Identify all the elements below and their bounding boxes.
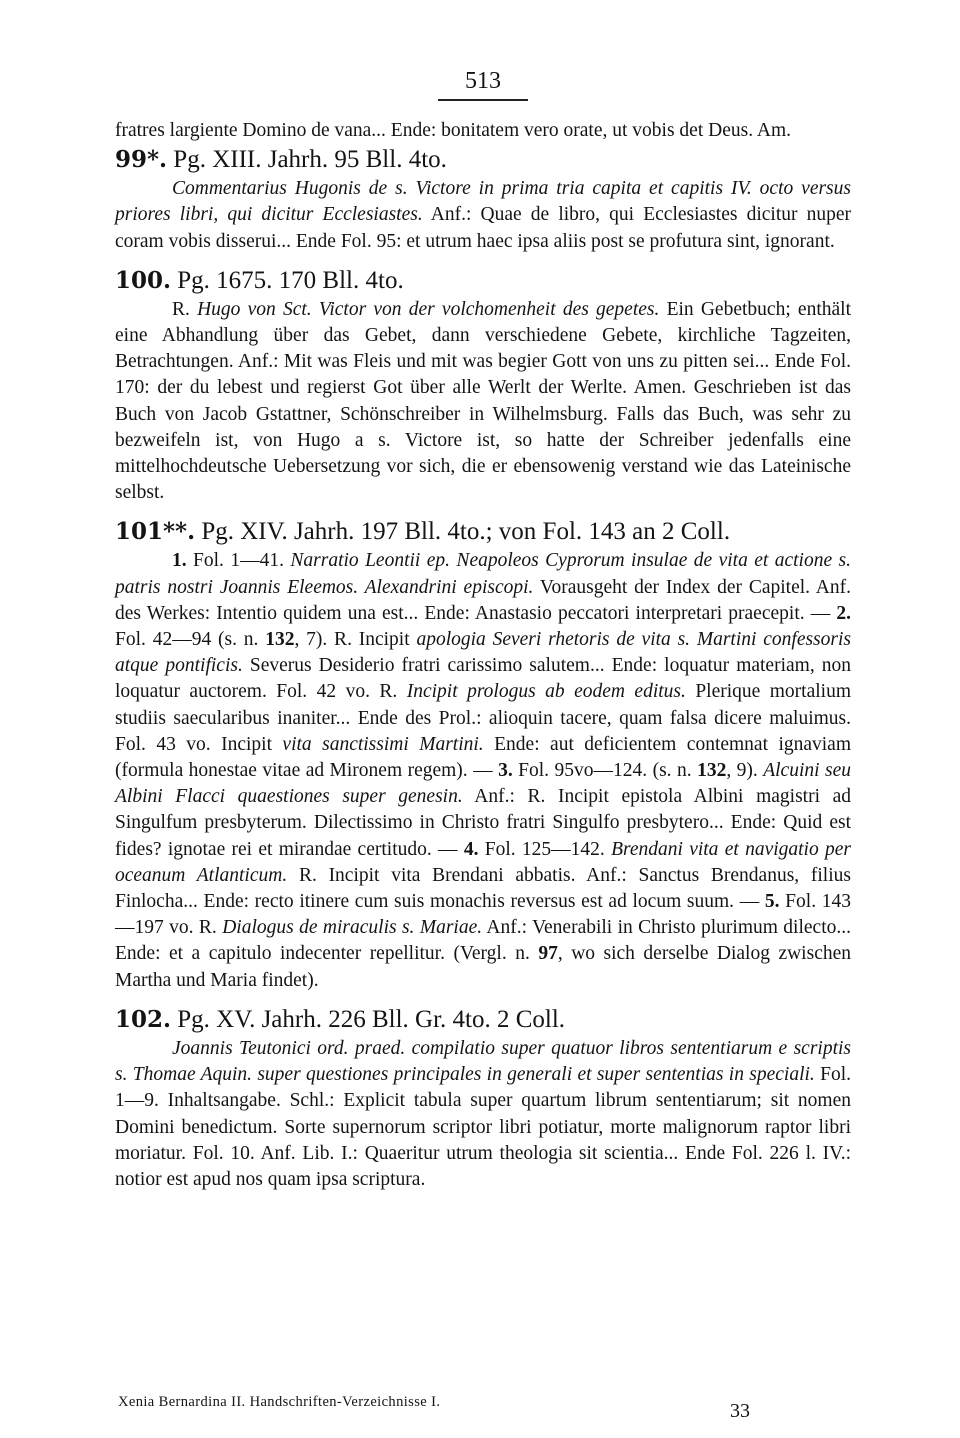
italic-title-text: Narratio Leontii ep. Neapoleos Cyprorum insulae de vita et actione s. patris nostri Joannis Eleemos. Alexandrini episcopi. bbox=[115, 550, 852, 598]
bold-reference-text: 132 bbox=[697, 760, 727, 782]
body-text: Ein Gebetbuch; enthält eine Abhandlung über das Gebet, dann verschiedene Gebete, kirchliche Tagzeiten, Betrachtungen. Anf.: Mit was Fleis und mit was begier Gott von uns zu pitten sei... Ende Fol. 170: der du lebest und regierst Got über alle Werlt der Werlte. Amen. Geschrieben ist das Buch von Jacob Gstattner, Schönschreiber in Wilhelmsburg. Falls das Buch, was sehr zu bezweifeln ist, von Hugo a s. Victore ist, so hatte der Schreiber jedenfalls eine mittelhochdeutsche Uebersetzung vor sich, die er ebensowenig verstand wie das Lateinische selbst. bbox=[115, 298, 851, 504]
italic-title-text: apologia Severi rhetoris de vita s. Martini confessoris atque pontificis. bbox=[115, 629, 851, 677]
body-text: , 7). R. Incipit bbox=[294, 629, 417, 651]
entry-list bbox=[115, 144, 851, 1193]
italic-title-text: vita sanctissimi Martini. bbox=[282, 733, 484, 755]
italic-title-text: Brendani vita et navigatio per oceanum Atlanticum. bbox=[115, 838, 852, 886]
italic-title-text: Joannis Teutonici ord. praed. compilatio super quatuor libros sententiarum e scriptis s. Thomae Aquin. super questiones principales in generali et super sententias in speciali. bbox=[115, 1037, 851, 1086]
continuation-text: fratres largiente Domino de vana... Ende: bonitatem vero orate, ut vobis det Deus. Am. bbox=[115, 120, 791, 141]
body-text: Anf.: R. Incipit epistola Albini magistri ad Singulfum presbyterum. Dilectissimo in Christo fratri Singulfo presbytero... Ende: Quid est fides? ignotae rei et mirandae certitudo. — bbox=[115, 786, 851, 860]
body-text: Fol. 1—9. Inhaltsangabe. Schl.: Explicit tabula super quartum librum sententiarum; sit nomen Domini benedictum. Sorte supernorum scriptor libri potiatur, morte malignorum raptor libri moriatur. Fol. 10. Anf. Lib. I.: Quaeritur utrum theologia sit scientia... Ende Fol. 226 l. IV.: notior est apud nos quam ipsa scriptura. bbox=[115, 1064, 851, 1190]
body-text: Vorausgeht der Index der Capitel. Anf. des Werkes: Intentio quidem una est... Ende: Anastasio peccatori interpretari praecepit. — bbox=[115, 576, 851, 624]
bold-reference-text: 132 bbox=[265, 629, 295, 651]
signature-mark: 33 bbox=[730, 1400, 750, 1422]
footer-series-title: Xenia Bernardina II. Handschriften-Verzeichnisse I. bbox=[118, 1394, 441, 1410]
body-text: Fol. 95vo—124. (s. n. bbox=[512, 760, 698, 782]
body-text: Fol. 42—94 (s. n. bbox=[115, 629, 266, 651]
bold-reference-text: 97 bbox=[538, 943, 558, 965]
italic-title-text: Hugo von Sct. Victor von der volchomenheit des gepetes. bbox=[197, 298, 660, 320]
body-text: Ende: aut deficientem contemnat ignaviam (formula honestae vitae ad Mironem regem). — bbox=[115, 733, 852, 782]
entry-description: Pg. XIII. Jahrh. 95 Bll. 4to. bbox=[173, 146, 447, 174]
bold-reference-text: 4. bbox=[463, 838, 479, 860]
italic-title-text: Dialogus de miraculis s. Mariae. bbox=[222, 917, 483, 939]
catalog-entry bbox=[115, 144, 851, 255]
body-text: R. bbox=[172, 298, 198, 320]
body-text: Fol. 1—41. bbox=[186, 550, 291, 572]
entry-description: Pg. 1675. 170 Bll. 4to. bbox=[177, 266, 404, 294]
catalog-entry bbox=[115, 265, 851, 507]
entry-heading bbox=[115, 265, 851, 297]
entry-number: 101**. bbox=[115, 518, 196, 546]
body-text: , wo sich derselbe Dialog zwischen Martha und Maria findet). bbox=[115, 943, 852, 991]
bold-reference-text: 5. bbox=[764, 891, 780, 913]
catalog-entry bbox=[115, 1004, 851, 1193]
entry-description: Pg. XIV. Jahrh. 197 Bll. 4to.; von Fol. 143 an 2 Coll. bbox=[201, 518, 731, 546]
entry-body bbox=[115, 297, 851, 507]
body-text: Fol. 143—197 vo. R. bbox=[115, 891, 851, 939]
entry-number: 99*. bbox=[115, 146, 168, 174]
entry-body bbox=[115, 176, 851, 255]
catalog-entry bbox=[115, 516, 851, 993]
bold-reference-text: 3. bbox=[498, 760, 513, 782]
page-number-rule bbox=[438, 99, 528, 101]
entry-body bbox=[115, 548, 851, 993]
body-text: Fol. 125—142. bbox=[478, 838, 612, 860]
entry-body bbox=[115, 1036, 851, 1193]
entry-heading bbox=[115, 1004, 851, 1036]
body-text: Anf.: Quae de libro, qui Ecclesiastes dicitur nuper coram vobis disserui... Ende Fol. 95: et utrum haec ipsa aliis post se profutura sint, ignorant. bbox=[115, 204, 852, 252]
italic-title-text: Commentarius Hugonis de s. Victore in prima tria capita et capitis IV. octo versus priores libri, qui dicitur Ecclesiastes. bbox=[115, 178, 851, 226]
italic-title-text: Alcuini seu Albini Flacci quaestiones super genesin. bbox=[115, 760, 851, 808]
entry-number: 100. bbox=[115, 266, 172, 294]
entry-heading bbox=[115, 144, 851, 176]
body-text: , 9). bbox=[726, 760, 764, 782]
entry-number: 102. bbox=[115, 1005, 172, 1033]
italic-title-text: Incipit prologus ab eodem editus. bbox=[406, 681, 686, 703]
entry-heading bbox=[115, 516, 851, 548]
bold-reference-text: 2. bbox=[836, 602, 851, 624]
body-text: Severus Desiderio fratri carissimo salutem... Ende: loquatur materiam, non loquatur auctorem. Fol. 42 vo. R. bbox=[115, 655, 851, 703]
entry-description: Pg. XV. Jahrh. 226 Bll. Gr. 4to. 2 Coll. bbox=[177, 1005, 566, 1033]
body-text: R. Incipit vita Brendani abbatis. Anf.: Sanctus Brendanus, filius Finlocha... Ende: recto itinere cum suis monachis reversus est ad locum suum. — bbox=[115, 864, 851, 913]
page-number: 513 bbox=[465, 68, 501, 94]
page-content bbox=[115, 118, 851, 1203]
body-text: Plerique mortalium studiis saecularibus inaniter... Ende des Prol.: alioquin tacere, quam falsa dicere maluimus. Fol. 43 vo. Incipit bbox=[115, 681, 851, 755]
body-text: Anf.: Venerabili in Christo plurimum dilecto... Ende: et a capitulo indecenter repellitur. (Vergl. n. bbox=[115, 917, 851, 965]
bold-reference-text: 1. bbox=[172, 550, 187, 572]
